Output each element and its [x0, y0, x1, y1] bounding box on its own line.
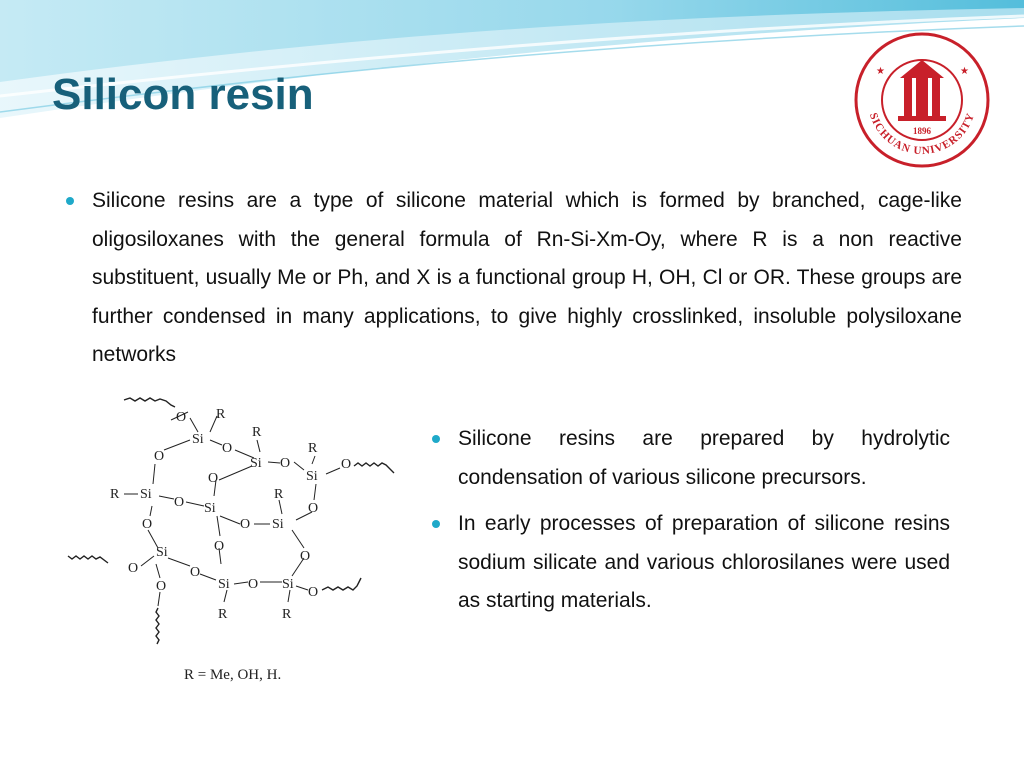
- seal-year: 1896: [913, 126, 931, 136]
- svg-text:O: O: [176, 410, 187, 425]
- svg-text:O: O: [142, 517, 153, 532]
- svg-text:R: R: [308, 441, 318, 456]
- svg-text:R: R: [110, 487, 120, 502]
- bullet-item: In early processes of preparation of silicone resins sodium silicate and various chlorosilanes were used as starting materials.: [432, 505, 950, 621]
- svg-text:Si: Si: [156, 545, 168, 560]
- svg-text:O: O: [128, 561, 139, 576]
- svg-text:O: O: [214, 539, 225, 554]
- bullet-item: Silicone resins are prepared by hydrolytic condensation of various silicone precursors.: [432, 420, 950, 497]
- diagram-atoms: [110, 407, 351, 622]
- svg-text:O: O: [300, 549, 311, 564]
- diagram-legend: R = Me, OH, H.: [184, 667, 282, 683]
- silicone-resin-structure-diagram: [64, 388, 412, 694]
- svg-text:R: R: [282, 607, 292, 622]
- svg-text:O: O: [174, 495, 185, 510]
- main-bullet-list: [66, 182, 962, 375]
- svg-text:O: O: [308, 501, 319, 516]
- svg-text:R: R: [218, 607, 228, 622]
- svg-text:R: R: [252, 425, 262, 440]
- bullet-dot-icon: [432, 435, 440, 443]
- slide-title: Silicon resin: [52, 70, 314, 119]
- svg-text:O: O: [280, 456, 291, 471]
- side-bullet-list: [432, 420, 950, 629]
- svg-text:R: R: [274, 487, 284, 502]
- svg-text:Si: Si: [204, 501, 216, 516]
- svg-text:★: ★: [876, 66, 885, 77]
- svg-text:★: ★: [960, 66, 969, 77]
- bullet-dot-icon: [66, 197, 74, 205]
- bullet-item: Silicone resins are a type of silicone material which is formed by branched, cage-like oligosiloxanes with the general formula of Rn-Si-Xm-Oy, where R is a non reactive substituent, usually Me or Ph, and X is a functional group H, OH, Cl or OR. These groups are further condensed in many applications, to give highly crosslinked, insoluble polysiloxane networks: [66, 182, 962, 375]
- seal-university-name: SICHUAN UNIVERSITY: [866, 111, 978, 158]
- svg-text:Si: Si: [250, 456, 262, 471]
- svg-text:O: O: [308, 585, 319, 600]
- svg-text:Si: Si: [218, 577, 230, 592]
- svg-text:O: O: [208, 471, 219, 486]
- svg-text:O: O: [222, 441, 233, 456]
- svg-text:O: O: [248, 577, 259, 592]
- svg-text:Si: Si: [272, 517, 284, 532]
- svg-text:Si: Si: [306, 469, 318, 484]
- svg-text:R: R: [216, 407, 226, 422]
- svg-text:Si: Si: [140, 487, 152, 502]
- sichuan-university-seal-icon: [846, 30, 998, 170]
- svg-text:Si: Si: [282, 577, 294, 592]
- svg-text:O: O: [341, 457, 352, 472]
- bullet-dot-icon: [432, 520, 440, 528]
- svg-text:O: O: [190, 565, 201, 580]
- svg-text:Si: Si: [192, 432, 204, 447]
- svg-text:O: O: [156, 579, 167, 594]
- svg-text:O: O: [240, 517, 251, 532]
- svg-text:O: O: [154, 449, 165, 464]
